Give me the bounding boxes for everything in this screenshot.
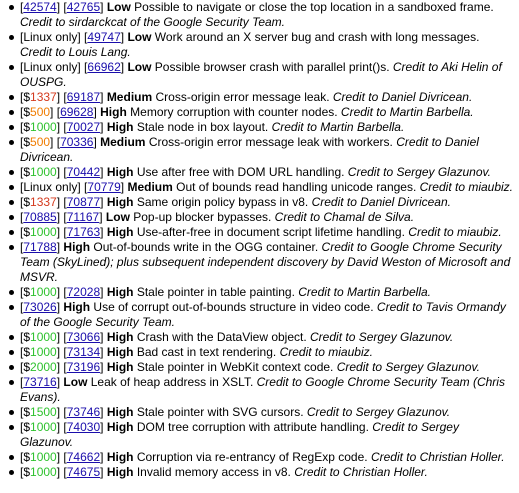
issue-description: DOM tree corruption with attribute handling.	[133, 420, 373, 434]
issue-description: Stale pointer in table painting.	[133, 285, 299, 299]
bug-link[interactable]: 70779	[87, 180, 121, 194]
credit-text: Credit to Aki Helin of OUSPG.	[20, 60, 502, 89]
credit-text: Credit to Sergey Glazunov.	[20, 420, 459, 449]
platform-note: [Linux only]	[20, 180, 81, 194]
list-item: [$1000] [73134] High Bad cast in text rendering. Credit to miaubiz.	[8, 345, 513, 360]
list-item: [$2000] [73196] High Stale pointer in WebKit context code. Credit to Sergey Glazunov.	[8, 360, 513, 375]
credit-text: Credit to Sergey Glazunov.	[347, 165, 491, 179]
list-item: [$1000] [71763] High Use-after-free in document script lifetime handling. Credit to miaubiz.	[8, 225, 513, 240]
credit-text: Credit to Daniel Divricean.	[332, 90, 473, 104]
severity-label: Medium	[106, 90, 153, 104]
list-item: [Linux only] [70779] Medium Out of bounds read handling unicode ranges. Credit to miaubiz.	[8, 180, 513, 195]
credit-text: Credit to Google Chrome Security Team (Chris Evans).	[20, 375, 505, 404]
bounty-value: 1000	[30, 225, 57, 239]
bounty-value: 1000	[30, 420, 57, 434]
bounty-amount: [$1000]	[20, 285, 61, 299]
bounty-amount: [$1000]	[20, 420, 61, 434]
severity-label: High	[106, 285, 134, 299]
issue-description: Same origin policy bypass in v8.	[133, 195, 312, 209]
credit-text: Credit to Sergey Glazunov.	[336, 360, 480, 374]
issue-description: Use after free with DOM URL handling.	[133, 165, 348, 179]
issue-description: Use-after-free in document script lifetime handling.	[133, 225, 409, 239]
severity-label: High	[106, 450, 134, 464]
issue-description: Crash with the DataView object.	[133, 330, 311, 344]
issue-description: Possible browser crash with parallel print()s.	[151, 60, 393, 74]
bug-link[interactable]: 73746	[66, 405, 101, 419]
bug-link[interactable]: 70027	[66, 120, 101, 134]
bounty-amount: [$1337]	[20, 195, 61, 209]
severity-label: Medium	[127, 180, 173, 194]
bounty-value: 1000	[30, 345, 57, 359]
credit-text: Credit to Christian Holler.	[370, 450, 505, 464]
severity-label: Low	[105, 210, 130, 224]
credit-text: Credit to miaubiz.	[408, 225, 502, 239]
bounty-amount: [$1000]	[20, 225, 61, 239]
issue-description: Pop-up blocker bypasses.	[129, 210, 275, 224]
list-item: [73716] Low Leak of heap address in XSLT. Credit to Google Chrome Security Team (Chris Evans).	[8, 375, 513, 405]
bounty-amount: [$500]	[20, 105, 54, 119]
credit-text: Credit to Chamal de Silva.	[274, 210, 415, 224]
bounty-value: 2000	[30, 360, 57, 374]
bounty-value: 1337	[30, 195, 57, 209]
credit-text: Credit to Daniel Divricean.	[311, 195, 451, 209]
severity-label: High	[106, 330, 134, 344]
list-item: [42574] [42765] Low Possible to navigate or close the top location in a sandboxed frame. Credit to sirdarckcat of the Google Security Team.	[8, 0, 513, 30]
list-item: [73026] High Use of corrupt out-of-bounds structure in video code. Credit to Tavis Ormandy of the Google Security Team.	[8, 300, 513, 330]
credit-text: Credit to Daniel Divricean.	[20, 135, 479, 164]
severity-label: Low	[106, 0, 131, 14]
credit-text: Credit to Martin Barbella.	[271, 120, 405, 134]
list-item: [70885] [71167] Low Pop-up blocker bypasses. Credit to Chamal de Silva.	[8, 210, 513, 225]
credit-text: Credit to Christian Holler.	[294, 465, 428, 479]
list-item: [$1000] [74675] High Invalid memory access in v8. Credit to Christian Holler.	[8, 465, 513, 480]
bounty-value: 1337	[30, 90, 57, 104]
bug-link[interactable]: 42765	[66, 0, 101, 14]
bug-link[interactable]: 69628	[60, 105, 94, 119]
list-item: [$500] [69628] High Memory corruption with counter nodes. Credit to Martin Barbella.	[8, 105, 513, 120]
bounty-value: 500	[30, 135, 51, 149]
severity-label: Low	[63, 375, 88, 389]
bug-link[interactable]: 71763	[66, 225, 101, 239]
list-item: [$500] [70336] Medium Cross-origin error message leak with workers. Credit to Daniel Divricean.	[8, 135, 513, 165]
issue-description: Stale pointer in WebKit context code.	[133, 360, 337, 374]
credit-text: Credit to Sergey Glazunov.	[306, 405, 451, 419]
credit-text: Credit to Tavis Ormandy of the Google Security Team.	[20, 300, 506, 329]
list-item: [$1500] [73746] High Stale pointer with SVG cursors. Credit to Sergey Glazunov.	[8, 405, 513, 420]
issue-description: Leak of heap address in XSLT.	[87, 375, 257, 389]
issue-description: Cross-origin error message leak with workers.	[145, 135, 397, 149]
issue-description: Memory corruption with counter nodes.	[126, 105, 341, 119]
bug-link[interactable]: 70336	[60, 135, 94, 149]
bug-link[interactable]: 71788	[23, 240, 57, 254]
severity-label: Low	[127, 60, 152, 74]
bounty-value: 1500	[30, 405, 57, 419]
bounty-amount: [$1000]	[20, 450, 61, 464]
issue-description: Corruption via re-entrancy of RegExp code.	[133, 450, 371, 464]
bug-link[interactable]: 74675	[66, 465, 101, 479]
bounty-amount: [$1337]	[20, 90, 61, 104]
bug-link[interactable]: 66962	[87, 60, 121, 74]
platform-note: [Linux only]	[20, 30, 81, 44]
bug-link[interactable]: 73134	[66, 345, 101, 359]
bounty-amount: [$1000]	[20, 345, 61, 359]
list-item: [$1000] [70027] High Stale node in box layout. Credit to Martin Barbella.	[8, 120, 513, 135]
bounty-amount: [$1000]	[20, 465, 61, 479]
bounty-value: 1000	[30, 450, 57, 464]
issue-description: Invalid memory access in v8.	[133, 465, 295, 479]
bug-link[interactable]: 73196	[66, 360, 101, 374]
issue-description: Out-of-bounds write in the OGG container.	[90, 240, 322, 254]
severity-label: High	[106, 420, 134, 434]
bug-link[interactable]: 69187	[66, 90, 101, 104]
severity-label: High	[106, 405, 134, 419]
list-item: [71788] High Out-of-bounds write in the OGG container. Credit to Google Chrome Security Team (SkyLined); plus subsequent independent discovery by David Weston of Microsoft and MSVR.	[8, 240, 513, 285]
severity-label: High	[106, 345, 134, 359]
severity-label: High	[106, 465, 134, 479]
list-item: [$1000] [70442] High Use after free with DOM URL handling. Credit to Sergey Glazunov.	[8, 165, 513, 180]
bug-link[interactable]: 71167	[66, 210, 100, 224]
bounty-amount: [$1000]	[20, 330, 61, 344]
bug-link[interactable]: 72028	[66, 285, 101, 299]
bounty-amount: [$500]	[20, 135, 54, 149]
list-item: [Linux only] [66962] Low Possible browser crash with parallel print()s. Credit to Aki Helin of OUSPG.	[8, 60, 513, 90]
issue-description: Work around an X server bug and crash with long messages.	[151, 30, 480, 44]
list-item: [$1000] [73066] High Crash with the DataView object. Credit to Sergey Glazunov.	[8, 330, 513, 345]
bounty-amount: [$1000]	[20, 165, 61, 179]
bug-link[interactable]: 49747	[87, 30, 121, 44]
bounty-amount: [$1500]	[20, 405, 61, 419]
bounty-value: 1000	[30, 465, 57, 479]
bounty-value: 500	[30, 105, 51, 119]
issue-description: Stale pointer with SVG cursors.	[133, 405, 307, 419]
bounty-value: 1000	[30, 165, 57, 179]
severity-label: High	[100, 105, 127, 119]
credit-text: Credit to Louis Lang.	[20, 45, 131, 59]
severity-label: High	[106, 225, 134, 239]
bug-link[interactable]: 42574	[23, 0, 57, 14]
bug-link[interactable]: 73026	[23, 300, 57, 314]
severity-label: High	[63, 240, 91, 254]
issue-description: Bad cast in text rendering.	[133, 345, 280, 359]
severity-label: High	[106, 120, 134, 134]
credit-text: Credit to Google Chrome Security Team (SkyLined); plus subsequent independent discovery by David Weston of Microsoft and MSVR.	[20, 240, 511, 284]
list-item: [Linux only] [49747] Low Work around an X server bug and crash with long messages. Credit to Louis Lang.	[8, 30, 513, 60]
credit-text: Credit to Martin Barbella.	[298, 285, 431, 299]
list-item: [$1000] [74662] High Corruption via re-entrancy of RegExp code. Credit to Christian Holler.	[8, 450, 513, 465]
list-item: [$1000] [74030] High DOM tree corruption with attribute handling. Credit to Sergey Glazunov.	[8, 420, 513, 450]
bug-link[interactable]: 74030	[66, 420, 101, 434]
bounty-amount: [$1000]	[20, 120, 61, 134]
list-item: [$1337] [70877] High Same origin policy bypass in v8. Credit to Daniel Divricean.	[8, 195, 513, 210]
bounty-amount: [$2000]	[20, 360, 61, 374]
bug-link[interactable]: 70885	[23, 210, 57, 224]
credit-text: Credit to miaubiz.	[279, 345, 373, 359]
credit-text: Credit to Sergey Glazunov.	[310, 330, 454, 344]
bug-link[interactable]: 73716	[23, 375, 57, 389]
issue-description: Stale node in box layout.	[133, 120, 272, 134]
severity-label: Medium	[100, 135, 146, 149]
bug-link[interactable]: 74662	[66, 450, 101, 464]
issue-description: Possible to navigate or close the top location in a sandboxed frame.	[130, 0, 494, 14]
issue-description: Cross-origin error message leak.	[152, 90, 333, 104]
bounty-value: 1000	[30, 120, 57, 134]
credit-text: Credit to sirdarckcat of the Google Security Team.	[20, 15, 286, 29]
severity-label: High	[106, 360, 134, 374]
bug-link[interactable]: 73066	[66, 330, 101, 344]
platform-note: [Linux only]	[20, 60, 81, 74]
severity-label: Low	[127, 30, 152, 44]
severity-label: High	[106, 165, 134, 179]
issue-description: Out of bounds read handling unicode ranges.	[172, 180, 420, 194]
bug-link[interactable]: 70877	[66, 195, 101, 209]
bounty-value: 1000	[30, 285, 57, 299]
issue-description: Use of corrupt out-of-bounds structure in video code.	[90, 300, 377, 314]
bounty-value: 1000	[30, 330, 57, 344]
credit-text: Credit to Martin Barbella.	[340, 105, 474, 119]
list-item: [$1000] [72028] High Stale pointer in table painting. Credit to Martin Barbella.	[8, 285, 513, 300]
severity-label: High	[63, 300, 91, 314]
severity-label: High	[106, 195, 134, 209]
credit-text: Credit to miaubiz.	[419, 180, 514, 194]
list-item: [$1337] [69187] Medium Cross-origin error message leak. Credit to Daniel Divricean.	[8, 90, 513, 105]
bug-link[interactable]: 70442	[66, 165, 101, 179]
